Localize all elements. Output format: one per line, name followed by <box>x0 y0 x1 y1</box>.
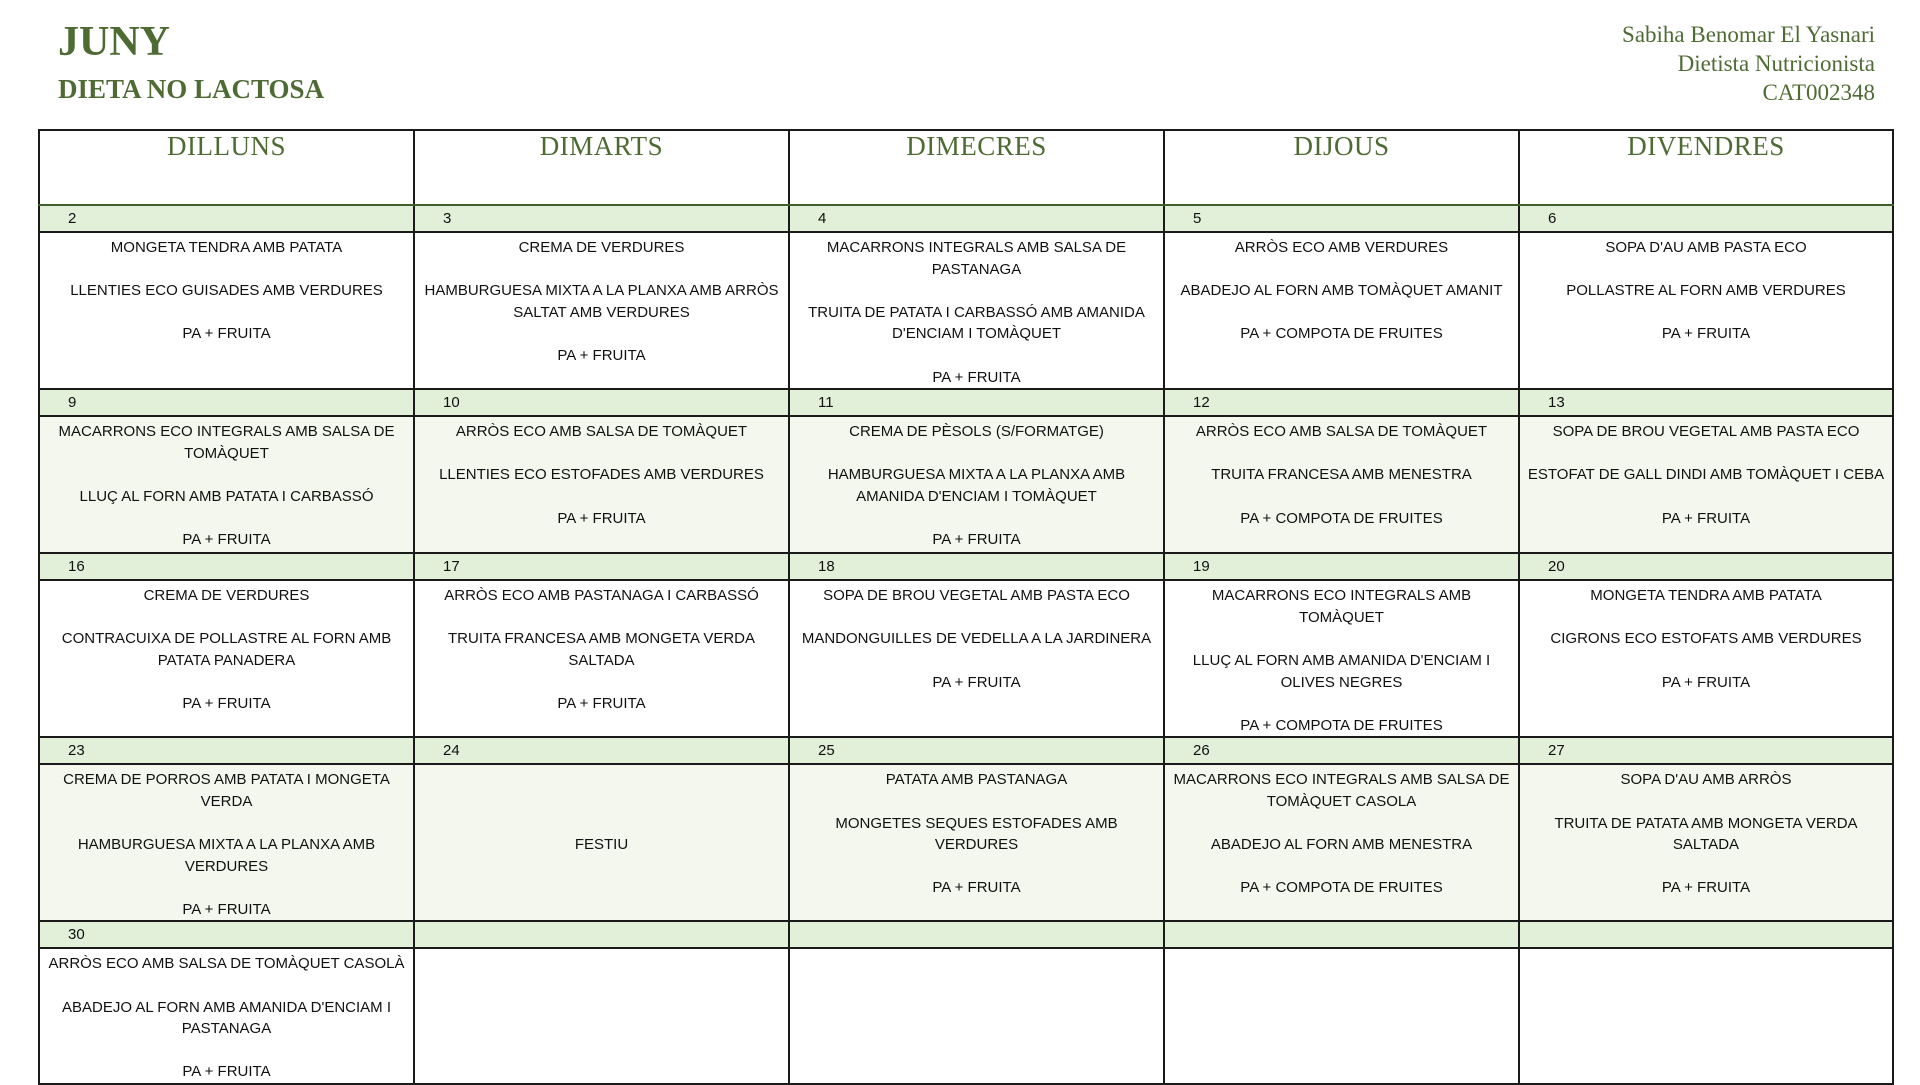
day-number: 17 <box>443 558 460 576</box>
meal-item: CREMA DE PORROS AMB PATATA I MONGETA VERDA <box>63 771 390 810</box>
meal-cell-wednesday <box>789 416 1164 553</box>
meal-item: HAMBURGUESA MIXTA A LA PLANXA AMB ARRÒS SALTAT AMB VERDURES <box>424 282 779 321</box>
meal-item: PA + COMPOTA DE FRUITES <box>1240 509 1443 527</box>
meal-cell-friday <box>1519 764 1893 921</box>
meal-item: PA + FRUITA <box>1661 509 1751 527</box>
meal-item: POLLASTRE AL FORN AMB VERDURES <box>1566 282 1846 300</box>
meal-item: PA + FRUITA <box>182 900 271 918</box>
meal-item: MANDONGUILLES DE VEDELLA A LA JARDINERA <box>801 630 1152 648</box>
meal-cell-wednesday <box>789 948 1164 1084</box>
meal-item: ESTOFAT DE GALL DINDI AMB TOMÀQUET I CEBA <box>1527 466 1885 484</box>
meal-row <box>39 416 1893 553</box>
author-name: Sabiha Benomar El Yasnari <box>1622 22 1875 47</box>
date-row <box>39 737 1893 764</box>
meal-item: MACARRONS INTEGRALS AMB SALSA DE PASTANAGA <box>826 239 1127 278</box>
date-cell-wednesday <box>789 921 1164 948</box>
meal-item: PA + FRUITA <box>557 346 646 364</box>
meal-item: CREMA DE VERDURES <box>518 239 685 256</box>
date-row <box>39 553 1893 580</box>
date-cell-tuesday <box>414 737 789 764</box>
meal-item: LLENTIES ECO ESTOFADES AMB VERDURES <box>439 466 764 484</box>
day-number: 12 <box>1193 394 1210 412</box>
meal-item: TRUITA DE PATATA I CARBASSÓ AMB AMANIDA D'ENCIAM I TOMÀQUET <box>808 303 1145 343</box>
meal-cell-friday <box>1519 416 1893 553</box>
meal-cell-tuesday <box>414 416 789 553</box>
meal-item: SOPA DE BROU VEGETAL AMB PASTA ECO <box>823 587 1130 605</box>
day-number: 2 <box>68 210 77 227</box>
author-role: Dietista Nutricionista <box>1677 51 1875 76</box>
meal-item: PA + FRUITA <box>932 531 1021 549</box>
meal-cell-monday <box>39 580 414 737</box>
meal-item: ARRÒS ECO AMB PASTANAGA I CARBASSÓ <box>444 587 759 605</box>
date-cell-tuesday <box>414 389 789 416</box>
meal-cell-tuesday <box>414 948 789 1084</box>
meal-item: MACARRONS ECO INTEGRALS AMB TOMÀQUET <box>1211 587 1472 626</box>
date-cell-thursday <box>1164 389 1519 416</box>
date-cell-thursday <box>1164 737 1519 764</box>
meal-row <box>39 948 1893 1084</box>
date-cell-tuesday <box>414 553 789 580</box>
meal-item: HAMBURGUESA MIXTA A LA PLANXA AMB AMANIDA D'ENCIAM I TOMÀQUET <box>827 466 1126 505</box>
meal-item: TRUITA FRANCESA AMB MENESTRA <box>1211 466 1472 484</box>
date-cell-monday <box>39 737 414 764</box>
meal-cell-tuesday <box>414 232 789 389</box>
meal-item: MACARRONS ECO INTEGRALS AMB SALSA DE TOMÀQUET CASOLA <box>1173 771 1510 810</box>
meal-cell-friday <box>1519 580 1893 737</box>
day-number: 25 <box>818 742 835 760</box>
meal-item: ARRÒS ECO AMB SALSA DE TOMÀQUET <box>455 423 748 441</box>
day-number: 19 <box>1193 558 1210 576</box>
day-number: 24 <box>443 742 460 760</box>
meal-cell-thursday <box>1164 948 1519 1084</box>
meal-item: TRUITA FRANCESA AMB MONGETA VERDA SALTADA <box>448 630 755 669</box>
meal-item: ARRÒS ECO AMB SALSA DE TOMÀQUET CASOLÀ <box>48 955 405 973</box>
meal-row <box>39 764 1893 921</box>
meal-item: PA + FRUITA <box>1661 673 1751 691</box>
meal-cell-monday <box>39 232 414 389</box>
date-cell-wednesday <box>789 737 1164 764</box>
meal-item: PA + COMPOTA DE FRUITES <box>1240 325 1443 343</box>
meal-cell-wednesday <box>789 580 1164 737</box>
meal-item: PA + FRUITA <box>1661 325 1751 343</box>
meal-item: MONGETES SEQUES ESTOFADES AMB VERDURES <box>835 814 1118 854</box>
author-block <box>1622 20 1875 107</box>
meal-cell-wednesday <box>789 764 1164 921</box>
date-cell-wednesday <box>789 205 1164 232</box>
date-cell-thursday <box>1164 553 1519 580</box>
date-cell-monday <box>39 205 414 232</box>
date-cell-thursday <box>1164 205 1519 232</box>
meal-cell-thursday <box>1164 580 1519 737</box>
calendar-body <box>39 205 1893 1084</box>
meal-item: PA + FRUITA <box>932 673 1021 691</box>
weekday-header-thursday: DIJOUS <box>1164 130 1519 205</box>
weekday-header-friday: DIVENDRES <box>1519 130 1893 205</box>
meal-cell-friday <box>1519 948 1893 1084</box>
meal-item: PA + FRUITA <box>557 509 646 527</box>
meal-item: LLUÇ AL FORN AMB AMANIDA D'ENCIAM I OLIVES NEGRES <box>1192 651 1491 691</box>
meal-item: PA + COMPOTA DE FRUITES <box>1240 716 1443 734</box>
meal-cell-monday <box>39 764 414 921</box>
date-cell-wednesday <box>789 553 1164 580</box>
day-number: 11 <box>818 394 834 412</box>
meal-item: PA + COMPOTA DE FRUITES <box>1240 879 1443 897</box>
meal-row <box>39 232 1893 389</box>
meal-item: CREMA DE VERDURES <box>143 587 310 605</box>
day-number: 4 <box>818 210 827 227</box>
meal-cell-tuesday <box>414 580 789 737</box>
meal-cell-monday <box>39 948 414 1084</box>
meal-item: LLUÇ AL FORN AMB PATATA I CARBASSÓ <box>79 487 374 505</box>
meal-item: MONGETA TENDRA AMB PATATA <box>110 239 343 256</box>
date-cell-tuesday <box>414 921 789 948</box>
date-cell-monday <box>39 921 414 948</box>
meal-cell-tuesday <box>414 764 789 921</box>
day-number: 30 <box>68 926 85 944</box>
day-number: 20 <box>1548 558 1565 576</box>
weekday-header-monday: DILLUNS <box>39 130 414 205</box>
meal-cell-monday <box>39 416 414 553</box>
day-number: 6 <box>1548 210 1557 227</box>
date-cell-friday <box>1519 921 1893 948</box>
date-cell-friday <box>1519 737 1893 764</box>
meal-item: CREMA DE PÈSOLS (S/FORMATGE) <box>849 423 1104 441</box>
holiday-label: FESTIU <box>574 836 629 854</box>
meal-row <box>39 580 1893 737</box>
meal-item: ARRÒS ECO AMB SALSA DE TOMÀQUET <box>1195 423 1488 441</box>
date-cell-friday <box>1519 553 1893 580</box>
meal-item: CONTRACUIXA DE POLLASTRE AL FORN AMB PATATA PANADERA <box>61 630 392 669</box>
date-row <box>39 921 1893 948</box>
day-number: 18 <box>818 558 835 576</box>
day-number: 23 <box>68 742 85 760</box>
day-number: 5 <box>1193 210 1202 227</box>
meal-item: PA + FRUITA <box>1661 879 1751 897</box>
meal-item: ABADEJO AL FORN AMB AMANIDA D'ENCIAM I PASTANAGA <box>61 998 392 1038</box>
meal-item: SOPA DE BROU VEGETAL AMB PASTA ECO <box>1552 423 1860 441</box>
date-cell-monday <box>39 553 414 580</box>
meal-item: ARRÒS ECO AMB VERDURES <box>1234 239 1449 256</box>
meal-item: CIGRONS ECO ESTOFATS AMB VERDURES <box>1550 630 1862 648</box>
meal-item: ABADEJO AL FORN AMB MENESTRA <box>1210 836 1473 854</box>
meal-cell-thursday <box>1164 764 1519 921</box>
date-cell-friday <box>1519 205 1893 232</box>
weekday-header-row <box>39 130 1893 205</box>
day-number: 13 <box>1548 394 1565 412</box>
meal-cell-thursday <box>1164 416 1519 553</box>
meal-item: SOPA D'AU AMB ARRÒS <box>1620 771 1792 789</box>
meal-item: PA + FRUITA <box>932 879 1021 897</box>
date-cell-wednesday <box>789 389 1164 416</box>
date-cell-tuesday <box>414 205 789 232</box>
meal-item: MACARRONS ECO INTEGRALS AMB SALSA DE TOMÀQUET <box>58 423 395 462</box>
date-cell-friday <box>1519 389 1893 416</box>
meal-item: PA + FRUITA <box>182 325 271 343</box>
day-number: 16 <box>68 558 85 576</box>
meal-item: ABADEJO AL FORN AMB TOMÀQUET AMANIT <box>1180 282 1503 300</box>
diet-title: DIETA NO LACTOSA <box>58 74 325 104</box>
date-cell-thursday <box>1164 921 1519 948</box>
author-id: CAT002348 <box>1762 80 1875 105</box>
meal-item: LLENTIES ECO GUISADES AMB VERDURES <box>70 282 383 300</box>
date-cell-monday <box>39 389 414 416</box>
meal-item: PA + FRUITA <box>182 1063 271 1081</box>
meal-cell-friday <box>1519 232 1893 389</box>
date-row <box>39 205 1893 232</box>
meal-item: PA + FRUITA <box>557 695 646 713</box>
menu-calendar <box>38 129 1894 1085</box>
meal-item: TRUITA DE PATATA AMB MONGETA VERDA SALTADA <box>1554 814 1858 854</box>
meal-cell-wednesday <box>789 232 1164 389</box>
day-number: 3 <box>443 210 452 227</box>
day-number: 27 <box>1548 742 1565 760</box>
weekday-header-tuesday: DIMARTS <box>414 130 789 205</box>
day-number: 10 <box>443 394 460 412</box>
day-number: 9 <box>68 394 77 412</box>
meal-item: PATATA AMB PASTANAGA <box>885 771 1068 789</box>
date-row <box>39 389 1893 416</box>
month-title: JUNY <box>58 19 170 65</box>
meal-item: PA + FRUITA <box>182 531 271 549</box>
meal-item: PA + FRUITA <box>932 368 1021 386</box>
day-number: 26 <box>1193 742 1210 760</box>
meal-item: PA + FRUITA <box>182 695 271 713</box>
meal-item: HAMBURGUESA MIXTA A LA PLANXA AMB VERDURES <box>77 836 376 875</box>
meal-item: SOPA D'AU AMB PASTA ECO <box>1605 239 1807 256</box>
meal-cell-thursday <box>1164 232 1519 389</box>
weekday-header-wednesday: DIMECRES <box>789 130 1164 205</box>
meal-item: MONGETA TENDRA AMB PATATA <box>1590 587 1822 605</box>
